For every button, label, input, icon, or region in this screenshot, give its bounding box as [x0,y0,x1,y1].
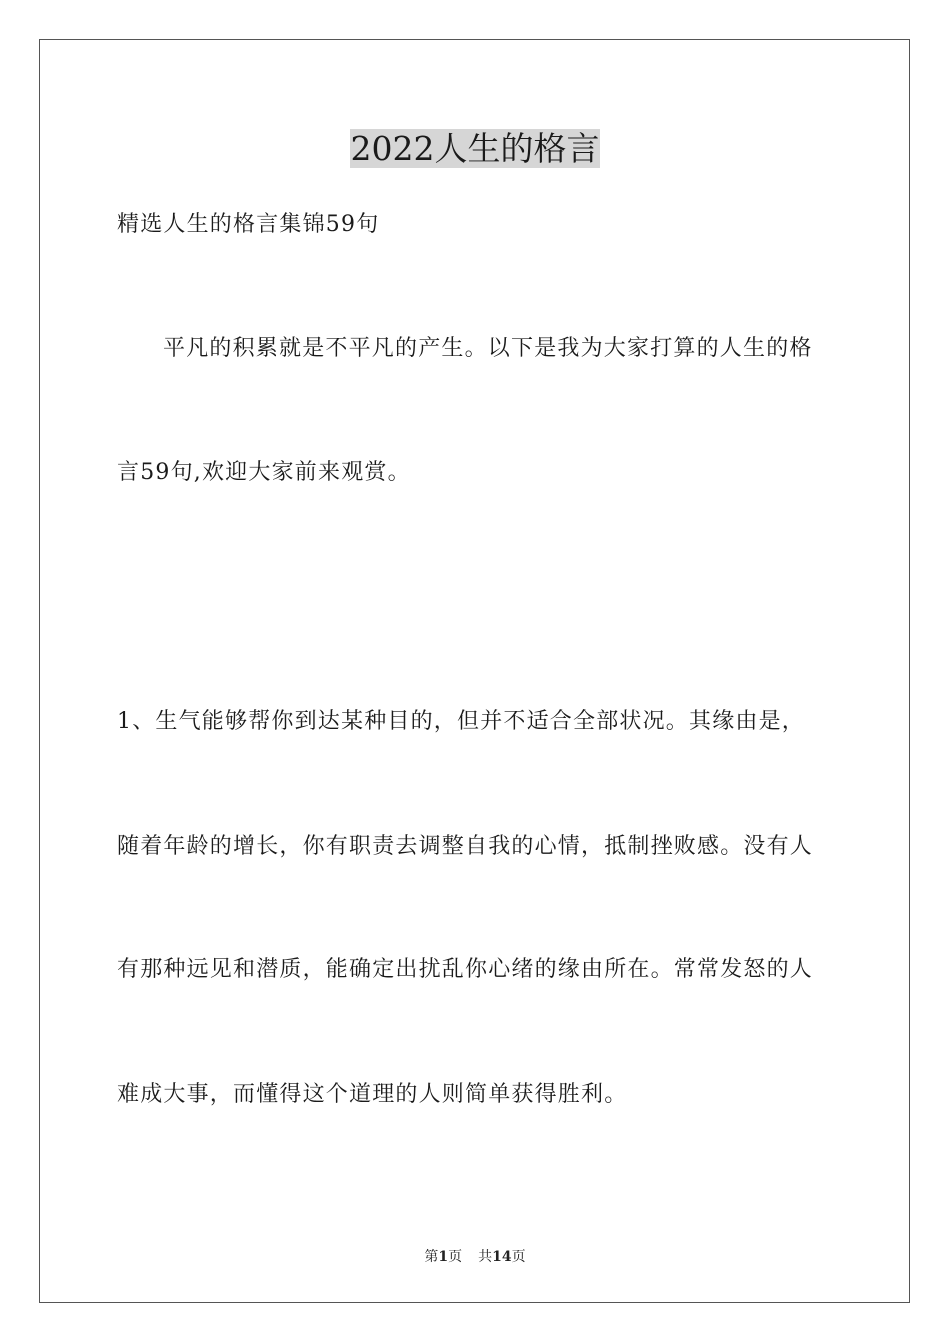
item-1-line-2: 随着年龄的增长，你有职责去调整自我的心情，抵制挫败感。没有人 [117,834,814,859]
page-number: 1 [438,1249,449,1265]
subtitle: 精选人生的格言集锦59句 [117,212,380,237]
intro-line-2: 言59句,欢迎大家前来观赏。 [117,460,411,485]
intro-line-1: 平凡的积累就是不平凡的产生。以下是我为大家打算的人生的格 [163,336,813,361]
page-prefix: 第 [424,1249,439,1265]
item-1-line-1: 1、生气能够帮你到达某种目的，但并不适合全部状况。其缘由是， [117,709,805,734]
page-suffix: 页 [448,1249,463,1265]
total-suffix: 页 [511,1249,526,1265]
total-prefix: 共 [478,1249,493,1265]
document-title [0,126,950,172]
item-1-line-3: 有那种远见和潜质，能确定出扰乱你心绪的缘由所在。常常发怒的人 [117,957,814,982]
page-footer [0,1247,950,1267]
total-pages: 14 [492,1249,512,1265]
item-1-line-4: 难成大事，而懂得这个道理的人则简单获得胜利。 [117,1082,628,1107]
document-title-text: 2022人生的格言 [350,129,600,168]
